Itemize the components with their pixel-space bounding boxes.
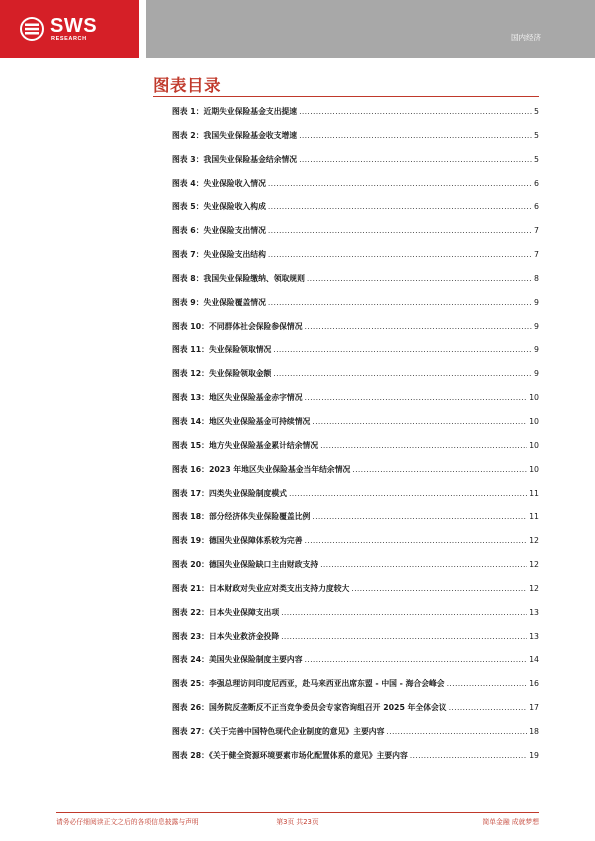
toc-entry-page: 5: [534, 154, 539, 164]
footer-disclaimer[interactable]: 请务必仔细阅读正文之后的各项信息披露与声明: [56, 818, 199, 826]
header-bar: [146, 0, 595, 58]
toc-entry-label: 图表 28：《关于健全资源环境要素市场化配置体系的意见》主要内容: [172, 750, 408, 760]
toc-entry[interactable]: [172, 249, 539, 273]
toc-entry-label: 图表 4：失业保险收入情况: [172, 178, 266, 188]
toc-entry-page: 9: [534, 321, 539, 331]
toc-leader-dots: [320, 441, 527, 450]
toc-entry-label: 图表 5：失业保险收入构成: [172, 202, 266, 212]
toc-entry-label: 图表 25：李强总理访问印度尼西亚，赴马来西亚出席东盟 - 中国 - 海合会峰会: [172, 679, 445, 689]
toc-entry[interactable]: [172, 511, 539, 535]
toc-leader-dots: [273, 369, 532, 378]
toc-list: [172, 106, 539, 774]
toc-leader-dots: [268, 250, 532, 259]
toc-entry-page: 12: [529, 583, 539, 593]
toc-leader-dots: [449, 703, 527, 712]
toc-entry-page: 10: [529, 393, 539, 403]
toc-entry-label: 图表 17：四类失业保险制度模式: [172, 488, 287, 498]
toc-entry-label: 图表 20：德国失业保险缺口主由财政支持: [172, 560, 319, 570]
toc-leader-dots: [268, 202, 532, 211]
toc-entry[interactable]: [172, 559, 539, 583]
toc-entry-label: 图表 27：《关于完善中国特色现代企业制度的意见》主要内容: [172, 726, 385, 736]
toc-entry-page: 10: [529, 440, 539, 450]
toc-entry[interactable]: [172, 297, 539, 321]
toc-leader-dots: [312, 417, 527, 426]
toc-leader-dots: [268, 298, 532, 307]
toc-entry-page: 9: [534, 345, 539, 355]
toc-entry-label: 图表 21：日本财政对失业应对类支出支持力度较大: [172, 583, 350, 593]
toc-leader-dots: [268, 179, 532, 188]
toc-entry-label: 图表 22：日本失业保障支出项: [172, 607, 280, 617]
toc-entry-label: 图表 15：地方失业保险基金累计结余情况: [172, 440, 319, 450]
toc-entry-label: 图表 23：日本失业救济金投降: [172, 631, 280, 641]
toc-entry-page: 11: [529, 488, 539, 498]
toc-entry-page: 17: [529, 703, 539, 713]
toc-leader-dots: [352, 465, 527, 474]
toc-leader-dots: [312, 512, 527, 521]
footer-page-info: 第3页 共23页: [276, 818, 319, 826]
toc-leader-dots: [299, 155, 532, 164]
toc-leader-dots: [410, 751, 527, 760]
toc-entry-label: 图表 12：失业保险领取金额: [172, 369, 272, 379]
toc-entry-page: 14: [529, 655, 539, 665]
toc-entry-label: 图表 8：我国失业保险缴纳、领取规则: [172, 273, 305, 283]
toc-leader-dots: [320, 560, 527, 569]
toc-entry-page: 12: [529, 560, 539, 570]
toc-entry-label: 图表 16：2023 年地区失业保险基金当年结余情况: [172, 464, 351, 474]
toc-entry[interactable]: [172, 750, 539, 774]
toc-entry-label: 图表 10：不同群体社会保险参保情况: [172, 321, 303, 331]
toc-leader-dots: [305, 322, 533, 331]
title-divider: [153, 96, 539, 97]
toc-entry-label: 图表 14：地区失业保险基金可持续情况: [172, 416, 311, 426]
toc-entry-page: 19: [529, 750, 539, 760]
toc-entry-page: 9: [534, 369, 539, 379]
toc-entry[interactable]: [172, 154, 539, 178]
toc-entry-page: 6: [534, 178, 539, 188]
toc-entry[interactable]: [172, 678, 539, 702]
toc-entry-page: 13: [529, 607, 539, 617]
toc-entry-page: 11: [529, 512, 539, 522]
toc-entry[interactable]: [172, 488, 539, 512]
toc-entry[interactable]: [172, 464, 539, 488]
toc-entry-label: 图表 3：我国失业保险基金结余情况: [172, 154, 298, 164]
toc-entry-page: 10: [529, 464, 539, 474]
toc-entry-page: 10: [529, 416, 539, 426]
toc-leader-dots: [268, 226, 532, 235]
toc-leader-dots: [281, 608, 527, 617]
toc-entry-page: 5: [534, 107, 539, 116]
toc-leader-dots: [447, 679, 527, 688]
toc-entry[interactable]: [172, 321, 539, 345]
toc-entry[interactable]: [172, 368, 539, 392]
footer-slogan: 简单金融 成就梦想: [482, 818, 539, 826]
page-title: 图表目录: [153, 76, 221, 95]
toc-entry[interactable]: [172, 392, 539, 416]
toc-leader-dots: [289, 489, 527, 498]
toc-entry-label: 图表 9：失业保险覆盖情况: [172, 297, 266, 307]
toc-entry[interactable]: [172, 654, 539, 678]
toc-entry[interactable]: [172, 440, 539, 464]
toc-entry[interactable]: [172, 106, 539, 130]
toc-entry-label: 图表 6：失业保险支出情况: [172, 226, 266, 236]
toc-entry-page: 12: [529, 536, 539, 546]
toc-entry[interactable]: [172, 726, 539, 750]
toc-entry-label: 图表 7：失业保险支出结构: [172, 250, 266, 260]
toc-entry[interactable]: [172, 344, 539, 368]
toc-leader-dots: [305, 536, 528, 545]
toc-entry-page: 16: [529, 679, 539, 689]
toc-leader-dots: [273, 345, 532, 354]
toc-leader-dots: [307, 274, 532, 283]
toc-entry-page: 7: [534, 226, 539, 236]
toc-entry-page: 18: [529, 726, 539, 736]
toc-entry[interactable]: [172, 273, 539, 297]
toc-entry-page: 7: [534, 250, 539, 260]
toc-entry[interactable]: [172, 702, 539, 726]
toc-entry[interactable]: [172, 178, 539, 202]
toc-leader-dots: [299, 107, 532, 116]
toc-entry-label: 图表 2：我国失业保险基金收支增速: [172, 130, 298, 140]
toc-leader-dots: [305, 393, 528, 402]
toc-leader-dots: [386, 727, 527, 736]
toc-entry[interactable]: [172, 583, 539, 607]
toc-entry-label: 图表 19：德国失业保障体系较为完善: [172, 536, 303, 546]
header-category: 国内经济: [511, 33, 541, 42]
toc-entry[interactable]: [172, 201, 539, 225]
toc-leader-dots: [351, 584, 527, 593]
toc-entry-label: 图表 18：部分经济体失业保险覆盖比例: [172, 512, 311, 522]
toc-entry-label: 图表 11：失业保险领取情况: [172, 345, 272, 355]
logo-text: SWS: [50, 15, 98, 37]
toc-entry[interactable]: [172, 535, 539, 559]
toc-entry[interactable]: [172, 130, 539, 154]
toc-leader-dots: [281, 632, 527, 641]
logo-subtext: RESEARCH: [51, 36, 87, 42]
toc-entry-label: 图表 1：近期失业保险基金支出提速: [172, 107, 298, 116]
toc-entry[interactable]: [172, 607, 539, 631]
sws-logo-icon: [20, 17, 44, 41]
header-logo-block: [0, 0, 139, 58]
toc-leader-dots: [299, 131, 532, 140]
toc-entry-label: 图表 13：地区失业保险基金赤字情况: [172, 393, 303, 403]
toc-entry[interactable]: [172, 416, 539, 440]
toc-entry[interactable]: [172, 225, 539, 249]
toc-entry-page: 8: [534, 273, 539, 283]
header-separator: [139, 0, 146, 58]
toc-entry-label: 图表 24：美国失业保险制度主要内容: [172, 655, 303, 665]
toc-entry-page: 6: [534, 202, 539, 212]
toc-entry-label: 图表 26：国务院反垄断反不正当竞争委员会专家咨询组召开 2025 年全体会议: [172, 703, 447, 713]
footer-divider: [56, 812, 539, 813]
toc-entry[interactable]: [172, 631, 539, 655]
toc-entry-page: 5: [534, 130, 539, 140]
toc-leader-dots: [305, 655, 528, 664]
toc-entry-page: 13: [529, 631, 539, 641]
toc-entry-page: 9: [534, 297, 539, 307]
